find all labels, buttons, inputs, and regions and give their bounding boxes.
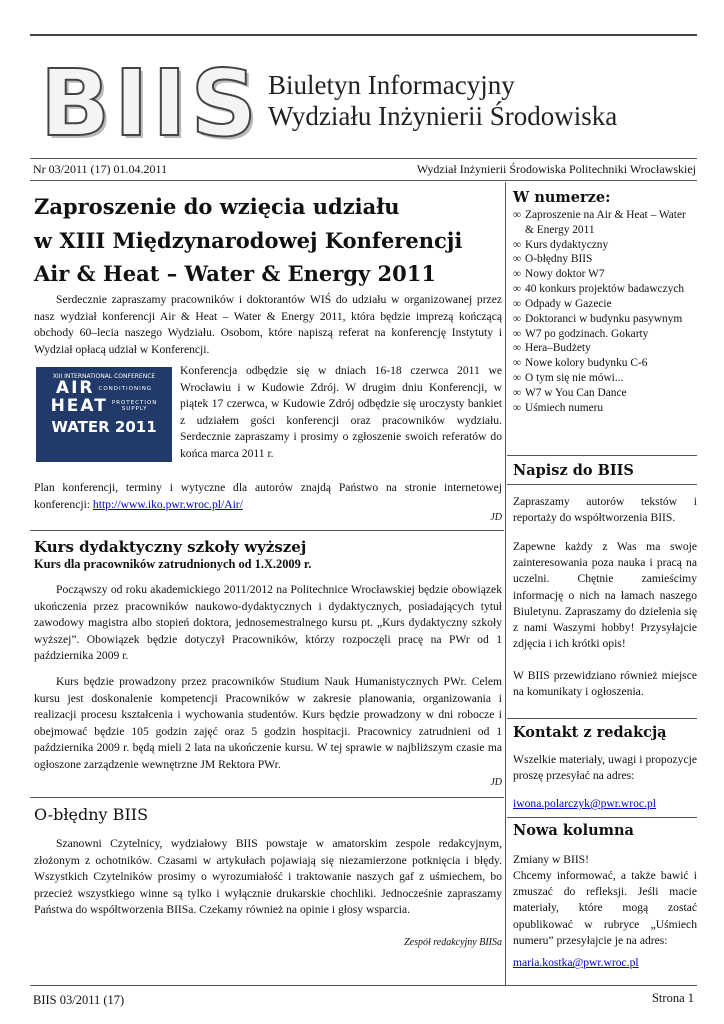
article-conference-title-line3: Air & Heat – Water & Energy 2011 xyxy=(34,261,436,287)
bulletin-title-line1: Biuletyn Informacyjny xyxy=(268,70,515,100)
write-title: Napisz do BIIS xyxy=(513,462,634,479)
sidebar-divider-4 xyxy=(507,817,697,818)
toc-item[interactable]: ∞ W7 po godzinach. Gokarty xyxy=(513,327,649,340)
column-email-link[interactable]: maria.kostka@pwr.wroc.pl xyxy=(513,956,639,969)
infinity-bullet-icon: ∞ xyxy=(513,253,522,266)
sidebar-divider-3 xyxy=(507,718,697,719)
column-p1: Zmiany w BIIS! xyxy=(513,853,589,866)
infinity-bullet-icon: ∞ xyxy=(513,357,522,370)
article-course-signature: JD xyxy=(490,777,502,788)
toc-title: W numerze: xyxy=(513,189,611,206)
infinity-bullet-icon: ∞ xyxy=(513,238,522,251)
column-divider xyxy=(505,182,506,985)
contact-email-link[interactable]: iwona.polarczyk@pwr.wroc.pl xyxy=(513,797,656,810)
infinity-bullet-icon: ∞ xyxy=(513,386,522,399)
toc-item[interactable]: ∞ Zaproszenie na Air & Heat – Water & Energy 2011 xyxy=(513,209,686,236)
toc-item[interactable]: ∞ O-błędny BIIS xyxy=(513,253,593,266)
article-course-title: Kurs dydaktyczny szkoły wyższej xyxy=(34,538,307,556)
issue-number: Nr 03/2011 (17) 01.04.2011 xyxy=(33,162,168,176)
column-p2: Chcemy informować, a także bawić i zmuszać do refleksji. Jeśli macie materiały, które mogą zostać opublikować w rubryce „Uśmiech numeru” przesyłajcie je na adres: xyxy=(513,869,697,947)
write-p1: Zapraszamy autorów tekstów i reportaży do współtworzenia BIIS. xyxy=(513,495,697,525)
infinity-bullet-icon: ∞ xyxy=(513,372,522,385)
toc-item[interactable]: ∞ Doktoranci w budynku pasywnym xyxy=(513,312,683,325)
article-divider-1 xyxy=(30,530,504,531)
contact-text: Wszelkie materiały, uwagi i propozycje proszę przesyłać na adres: xyxy=(513,753,697,783)
article-conference-p1: Serdecznie zapraszamy pracowników i doktorantów WIŚ do udziału w organizowanej przez nasz wydział konferencji Air & Heat – Water & Energy 2011, która będzie imprezą kończącą obchody 60–lecia naszego Wydziału. Osobom, które napiszą referat na konferencję Instytuty i Wydział opłacą udział w Konferencji. xyxy=(34,293,502,356)
infinity-bullet-icon: ∞ xyxy=(513,268,522,281)
toc-item[interactable]: ∞ Kurs dydaktyczny xyxy=(513,238,609,251)
footer-rule xyxy=(30,985,697,986)
article-conference-signature: JD xyxy=(490,512,502,523)
biis-logo: BIIS xyxy=(40,50,261,157)
article-errors-signature: Zespół redakcyjny BIISa xyxy=(404,937,502,948)
toc-item[interactable]: ∞ Uśmiech numeru xyxy=(513,401,604,414)
infinity-bullet-icon: ∞ xyxy=(513,312,522,325)
article-errors-title: O-błędny BIIS xyxy=(34,805,149,824)
toc-list xyxy=(513,208,697,416)
article-course-p2: Kurs będzie prowadzony przez pracowników Studium Nauk Humanistycznych PWr. Celem kursu jest doskonalenie kompetencji Pracowników w zakresie planowania, organizowania i realizacji procesu kształcenia i wychowania studentów. Kurs będzie prowadzony w dni robocze i obejmować będzie 105 godzin zajęć oraz 5 godzin hospitacji. Pracownicy zatrudnieni od 1 października 2009 r. będą mieli 2 lata na ukończenie kursu. W tej sprawie w najbliższym czasie ma ogłoszone zarządzenie wewnętrzne JM Rektora PWr. xyxy=(34,675,502,771)
write-p3: W BIIS przewidziano również miejsce na komunikaty i ogłoszenia. xyxy=(513,669,697,699)
bulletin-title-line2: Wydziału Inżynierii Środowiska xyxy=(268,101,618,131)
article-course-p1: Począwszy od roku akademickiego 2011/2012 na Politechnice Wrocławskiej będzie obowiązek ukończenia przez pracowników naukowo-dydaktycznych i dydaktycznych, posiadających tytuł zawodowy magistra albo stopień doktora, jednosemestralnego kursu pt. „Kurs dydaktyczny szkoły wyższej”. Obowiązek będzie dotyczył Pracowników, którzy rozpoczęli pracę na PWr od 1 października 2009 r. xyxy=(34,583,502,663)
infinity-bullet-icon: ∞ xyxy=(513,401,522,414)
sidebar-divider-1 xyxy=(507,455,697,456)
conference-banner-image: XIII INTERNATIONAL CONFERENCE AIR CONDITIONING HEAT PROTECTION SUPPLY WATER 2011 xyxy=(36,367,172,462)
infinity-bullet-icon: ∞ xyxy=(513,283,522,296)
article-conference xyxy=(34,190,504,291)
write-p2: Zapewne każdy z Was ma swoje zainteresowania poza nauka i pracą na uczelni. Chętnie zamieścimy informację o nich na łamach naszego Biuletynu. Zapraszamy do dzielenia się z nami Waszymi hobby! Przysyłajcie zdjęcia i ich krótki opis! xyxy=(513,540,697,651)
conference-link[interactable]: http://www.iko.pwr.wroc.pl/Air/ xyxy=(92,497,243,511)
column-title: Nowa kolumna xyxy=(513,822,634,839)
toc-item[interactable]: ∞ Nowe kolory budynku C-6 xyxy=(513,357,648,370)
toc-item[interactable]: ∞ Nowy doktor W7 xyxy=(513,268,605,281)
article-conference-title-line1: Zaproszenie do wzięcia udziału xyxy=(34,194,400,219)
toc-item[interactable]: ∞ O tym się nie mówi... xyxy=(513,372,624,385)
article-divider-2 xyxy=(30,797,504,798)
toc-item[interactable]: ∞ 40 konkurs projektów badawczych xyxy=(513,283,685,296)
infinity-bullet-icon: ∞ xyxy=(513,209,522,221)
article-errors-p1: Szanowni Czytelnicy, wydziałowy BIIS powstaje w amatorskim zespole redakcyjnym, złożonym z ochotników. Czasami w artykułach pojawiają się niezamierzone potknięcia i błędy. Wszystkich Czytelników prosimy o wyrozumiałość i traktowanie naszych gaf z uśmiechem, bo przecież wszystkiego winne są tylko i wyłącznie drukarskie chochliki. Jednocześnie zapraszamy Państwa do współtworzenia BIISa. Czekamy również na opinie i głosy wsparcia. xyxy=(34,837,502,917)
contact-title: Kontakt z redakcją xyxy=(513,724,667,741)
header-rule-top xyxy=(30,158,697,159)
toc-item[interactable]: ∞ Hera–Budżety xyxy=(513,342,591,355)
header-rule-bottom xyxy=(30,180,697,181)
faculty-name: Wydział Inżynierii Środowiska Politechniki Wrocławskiej xyxy=(416,162,696,176)
infinity-bullet-icon: ∞ xyxy=(513,327,522,340)
footer-issue: BIIS 03/2011 (17) xyxy=(33,993,125,1007)
article-conference-p2: Konferencja odbędzie się w dniach 16-18 czerwca 2011 we Wrocławiu i w Kudowie Zdrój. W drugim dniu Konferencji, w piątek 17 czerwca, w Kudowie Zdrój odbędzie się uroczysty bankiet z udziałem gości konferencji oraz pracowników wydziału. Serdecznie zapraszamy i prosimy o zgłoszenie swoich referatów do końca marca 2011 r. xyxy=(180,364,502,460)
top-rule xyxy=(30,34,697,36)
article-conference-p3: Plan konferencji, terminy i wytyczne dla autorów znajdą Państwo na stronie internetowej konferencji: http://www.iko.pwr.wroc.pl/Air/ xyxy=(34,481,502,511)
infinity-bullet-icon: ∞ xyxy=(513,342,522,355)
toc-item[interactable]: ∞ Odpady w Gazecie xyxy=(513,297,612,310)
page-number: Strona 1 xyxy=(651,991,694,1005)
infinity-bullet-icon: ∞ xyxy=(513,297,522,310)
toc-item[interactable]: ∞ W7 w You Can Dance xyxy=(513,386,627,399)
article-conference-title-line2: w XIII Międzynarodowej Konferencji xyxy=(34,227,463,253)
article-course-subtitle: Kurs dla pracowników zatrudnionych od 1.X.2009 r. xyxy=(34,557,312,571)
sidebar-divider-2 xyxy=(507,484,697,485)
